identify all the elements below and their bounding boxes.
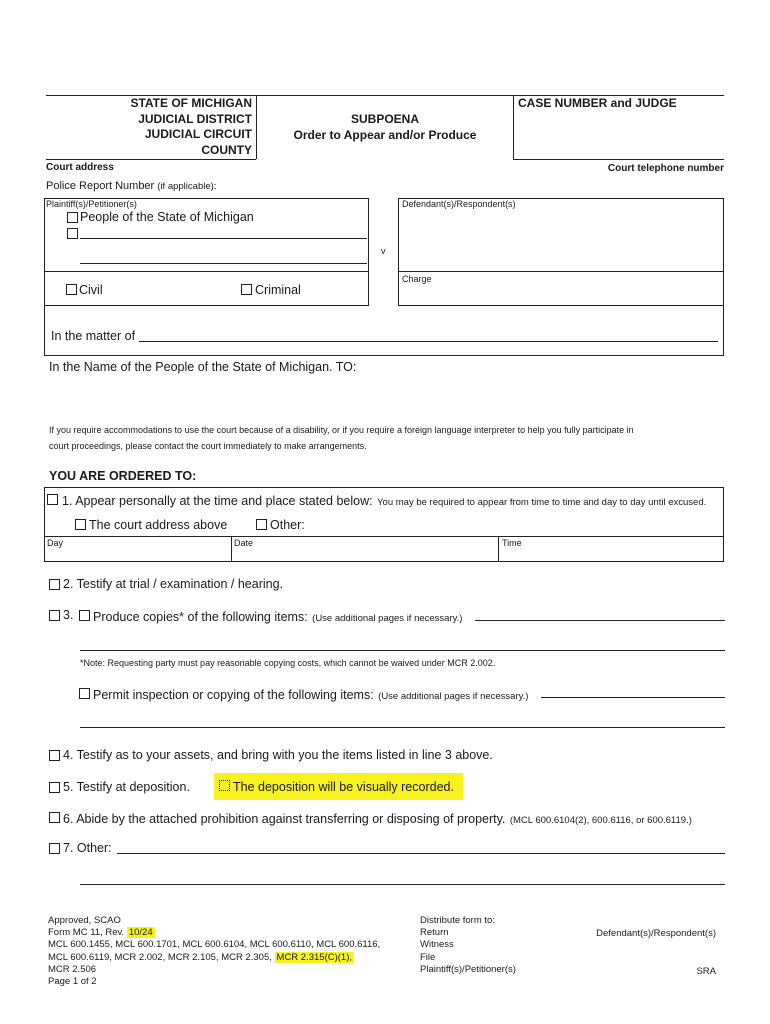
item7-line-1[interactable] [117,853,725,854]
court-address-label: Court address [46,162,114,173]
accommodation-line-2: court proceedings, please contact the court immediately to make arrangements. [49,441,367,451]
item6-main: 6. Abide by the attached prohibition against transferring or disposing of property. [63,812,506,826]
charge-label: Charge [402,274,432,284]
approved-scao: Approved, SCAO [48,915,121,926]
item6-checkbox[interactable] [49,812,60,823]
visual-record-checkbox[interactable] [219,780,230,791]
item3-main: Produce copies* of the following items: [93,610,308,624]
header-state-bottom [46,159,256,160]
defendant-copy-label: Defendant(s)/Respondent(s) [596,928,716,939]
item3-number: 3. [63,608,74,622]
form-number [48,927,380,939]
document-subtitle: Order to Appear and/or Produce [293,128,477,142]
permit-main: Permit inspection or copying of the following items: [93,688,374,702]
police-report-label: Police Report Number [46,180,155,192]
state-line: STATE OF MICHIGAN [130,96,252,110]
other-location-checkbox[interactable] [256,519,267,530]
sra-label: SRA [696,966,716,977]
item1-main: 1. Appear personally at the time and place stated below: [62,494,373,508]
header-divider-left [256,95,257,159]
plaintiff-name-line-2[interactable] [80,263,367,264]
permit-line-1[interactable] [541,697,725,698]
plaintiff-label: Plaintiff(s)/Petitioner(s) [46,199,137,209]
item1-note: You may be required to appear from time to time and day to day until excused. [377,497,707,508]
other-location-label: Other: [270,518,305,532]
item2-text: 2. Testify at trial / examination / hearing. [63,577,284,591]
permit-note: (Use additional pages if necessary.) [378,691,529,702]
item3-line-2[interactable] [80,650,725,651]
item1-checkbox[interactable] [47,494,58,505]
permit-checkbox[interactable] [79,688,90,699]
time-label: Time [502,538,522,548]
other-plaintiff-checkbox[interactable] [67,228,78,239]
criminal-checkbox[interactable] [241,284,252,295]
visual-record-label: The deposition will be visually recorded. [233,780,454,794]
item7-line-2[interactable] [80,884,725,885]
item5-checkbox[interactable] [49,782,60,793]
versus-label: v [381,246,386,256]
civil-checkbox[interactable] [66,284,77,295]
court-phone-label: Court telephone number [607,163,724,174]
police-report-suffix: (if applicable): [157,181,217,192]
state-line: JUDICIAL DISTRICT [138,111,252,126]
date-label: Date [234,538,254,548]
item6-text [63,810,692,828]
date-time-divider [498,536,499,562]
item3-line-1[interactable] [475,620,725,621]
matter-label: In the matter of [51,329,136,343]
footer-left [48,915,380,988]
header-case-bottom [513,159,724,160]
page-number: Page 1 of 2 [48,976,97,988]
mcl-line-1: MCL 600.1455, MCL 600.1701, MCL 600.6104, MCL 600.6110, MCL 600.6116, [48,939,381,951]
distribute-item: Plaintiff(s)/Petitioner(s) [420,963,516,975]
civil-label: Civil [79,283,103,297]
defendant-box [398,198,724,306]
case-number-label: CASE NUMBER and JUDGE [518,96,677,110]
item7-checkbox[interactable] [49,843,60,854]
distribute-item: File [420,951,436,963]
form-revision: 10/24 [128,927,153,939]
item3-note: (Use additional pages if necessary.) [312,613,463,624]
defendant-label: Defendant(s)/Respondent(s) [402,199,516,209]
mcr-highlight: MCR 2.315(C)(1), [276,951,353,963]
matter-line[interactable] [139,341,718,342]
item4-checkbox[interactable] [49,750,60,761]
charge-divider [398,271,724,272]
item4-text: 4. Testify as to your assets, and bring with you the items listed in line 3 above. [63,748,493,762]
appear-divider [44,536,724,537]
item1-text [62,492,706,510]
criminal-label: Criminal [255,283,301,297]
item7-text: 7. Other: [63,841,112,855]
copy-cost-note: *Note: Requesting party must pay reasonable copying costs, which cannot be waived under MCR 2.002. [80,658,496,668]
permit-line-2[interactable] [80,727,725,728]
mcr-line-3: MCR 2.506 [48,963,97,975]
item3-checkbox[interactable] [49,610,60,621]
accommodation-line-1: If you require accommodations to use the court because of a disability, or if you require a foreign language interpreter to help you fully participate in [49,425,634,435]
state-block [60,96,252,158]
day-date-divider [231,536,232,562]
distribute-block [420,915,516,976]
document-title: SUBPOENA [350,112,419,126]
ordered-heading: YOU ARE ORDERED TO: [49,469,197,483]
police-report-line [46,180,216,192]
permit-text [93,686,528,704]
day-label: Day [47,538,64,548]
item6-note: (MCL 600.6104(2), 600.6116, or 600.6119.) [509,815,692,826]
name-of-people: In the Name of the People of the State of Michigan. TO: [49,360,357,374]
plaintiff-name-line-1[interactable] [80,238,367,239]
mcl-line-2 [48,952,380,964]
item3-text [93,608,462,626]
court-address-above-label: The court address above [89,518,228,532]
item2-checkbox[interactable] [49,579,60,590]
distribute-item: Witness [420,939,454,951]
people-checkbox[interactable] [67,212,78,223]
state-line: COUNTY [201,142,252,157]
form-prefix: Form MC 11, Rev. [48,927,125,939]
people-option-label: People of the State of Michigan [80,210,254,224]
mcl-line-2-prefix: MCL 600.6119, MCR 2.002, MCR 2.105, MCR 2.305, [48,951,272,963]
header-divider-right [513,95,514,159]
item5-text: 5. Testify at deposition. [63,780,190,794]
state-line: JUDICIAL CIRCUIT [144,127,252,141]
distribute-item: Return [420,927,449,939]
matter-box [44,306,724,356]
court-address-above-checkbox[interactable] [75,519,86,530]
form-title [258,111,512,143]
produce-copies-checkbox[interactable] [79,610,90,621]
distribute-label: Distribute form to: [420,915,495,926]
